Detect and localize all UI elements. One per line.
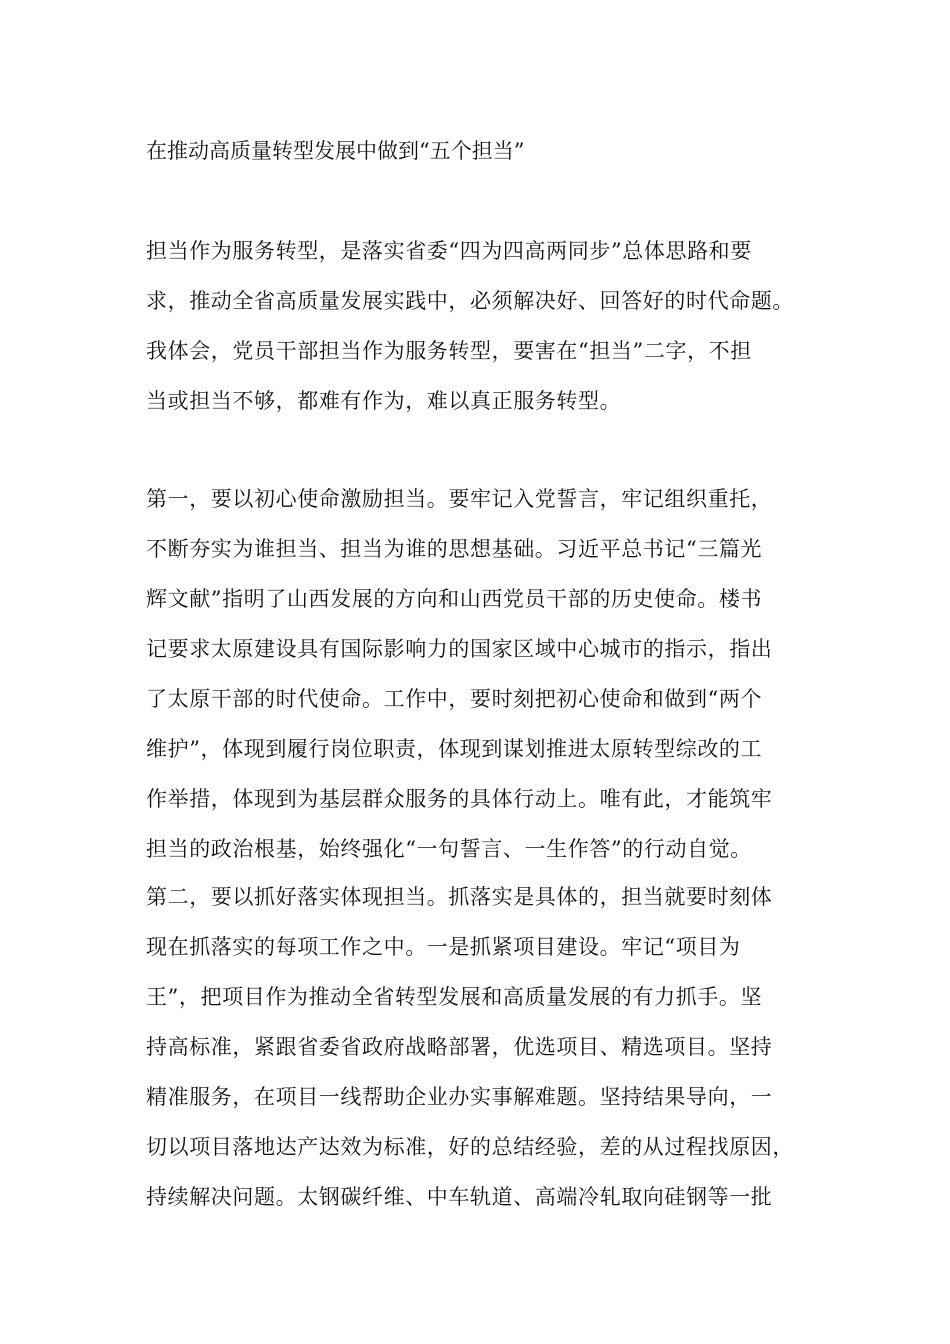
paragraph-line: 持高标准，紧跟省委省政府战略部署，优选项目、精选项目。坚持 [146,1035,773,1059]
document-title: 在推动高质量转型发展中做到“五个担当” [146,139,525,163]
paragraph-line: 切以项目落地达产达效为标准，好的总结经验，差的从过程找原因， [146,1135,794,1159]
paragraph-line: 担当的政治根基，始终强化“一句誓言、一生作答”的行动自觉。 [146,837,752,861]
paragraph-line: 王”，把项目作为推动全省转型发展和高质量发展的有力抓手。坚 [146,985,763,1009]
paragraph-line: 不断夯实为谁担当、担当为谁的思想基础。习近平总书记“三篇光 [146,537,763,561]
paragraph-line: 作举措，体现到为基层群众服务的具体行动上。唯有此，才能筑牢 [146,787,773,811]
paragraph-line: 了太原干部的时代使命。工作中，要时刻把初心使命和做到“两个 [146,687,763,711]
paragraph-line: 求，推动全省高质量发展实践中，必须解决好、回答好的时代命题。 [146,289,794,313]
paragraph-line: 当或担当不够，都难有作为，难以真正服务转型。 [146,389,622,413]
paragraph-line: 记要求太原建设具有国际影响力的国家区域中心城市的指示，指出 [146,637,773,661]
paragraph-line: 精准服务，在项目一线帮助企业办实事解难题。坚持结果导向，一 [146,1085,773,1109]
paragraph-line: 第二，要以抓好落实体现担当。抓落实是具体的，担当就要时刻体 [146,885,773,909]
paragraph-line: 辉文献”指明了山西发展的方向和山西党员干部的历史使命。楼书 [146,587,763,611]
paragraph-line: 持续解决问题。太钢碳纤维、中车轨道、高端冷轧取向硅钢等一批 [146,1185,773,1209]
paragraph-line: 维护”，体现到履行岗位职责，体现到谋划推进太原转型综改的工 [146,737,763,761]
paragraph-line: 现在抓落实的每项工作之中。一是抓紧项目建设。牢记“项目为 [146,935,741,959]
paragraph-line: 我体会，党员干部担当作为服务转型，要害在“担当”二字，不担 [146,339,752,363]
paragraph-line: 第一，要以初心使命激励担当。要牢记入党誓言，牢记组织重托， [146,487,773,511]
paragraph-line: 担当作为服务转型，是落实省委“四为四高两同步”总体思路和要 [146,239,752,263]
